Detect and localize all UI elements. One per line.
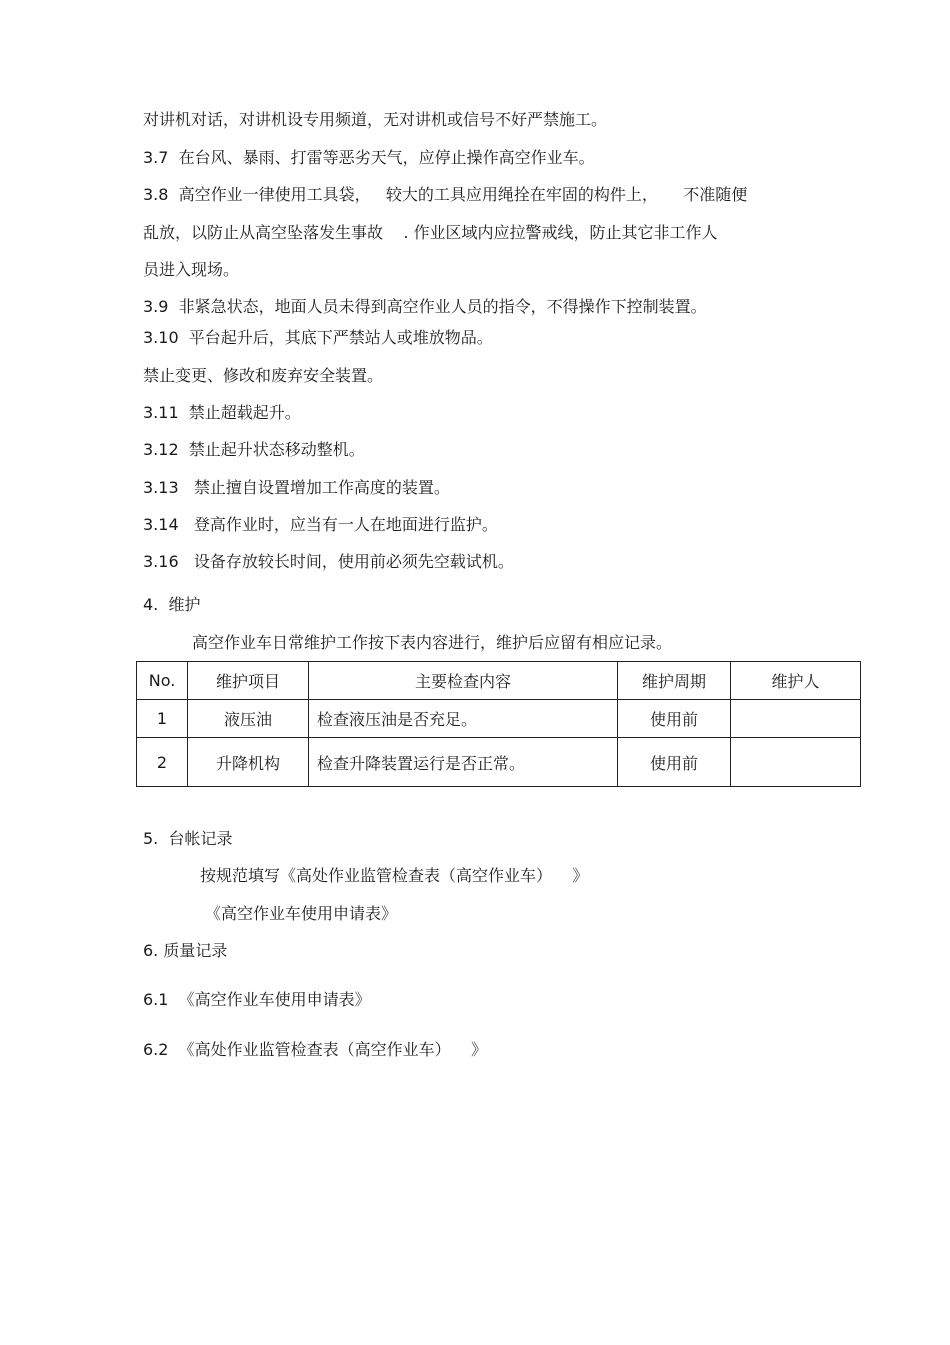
- text-line-3-10: 3.10 平台起升后，其底下严禁站人或堆放物品。: [143, 328, 493, 347]
- table-header-cell: No.: [137, 662, 188, 700]
- table-cell: 液压油: [188, 700, 309, 738]
- table-header-row: [137, 662, 861, 700]
- text-line-maintenance-intro: 高空作业车日常维护工作按下表内容进行，维护后应留有相应记录。: [192, 633, 673, 652]
- section-heading-maintenance: 4. 维护: [143, 595, 201, 614]
- text-line-intercom: 对讲机对话，对讲机设专用频道，无对讲机或信号不好严禁施工。: [143, 110, 608, 129]
- table-header-cell: 主要检查内容: [309, 662, 618, 700]
- table-cell: [731, 700, 861, 738]
- text-line-ledger-form: 按规范填写《高处作业监管检查表（高空作业车） 》: [200, 866, 589, 885]
- table-cell: 升降机构: [188, 738, 309, 787]
- table-header-cell: 维护项目: [188, 662, 309, 700]
- text-line-3-8-cont: 乱放，以防止从高空坠落发生事故 . 作业区域内应拉警戒线，防止其它非工作人: [143, 223, 718, 242]
- text-line-3-11: 3.11 禁止超载起升。: [143, 403, 301, 422]
- section-heading-quality-records: 6. 质量记录: [143, 941, 228, 960]
- table-cell: 使用前: [618, 700, 731, 738]
- table-row: [137, 738, 861, 787]
- table-cell: 1: [137, 700, 188, 738]
- text-line-6-1: 6.1 《高空作业车使用申请表》: [143, 990, 371, 1009]
- table-row: [137, 700, 861, 738]
- text-line-6-2: 6.2 《高处作业监管检查表（高空作业车） 》: [143, 1040, 487, 1059]
- table-header-cell: 维护人: [731, 662, 861, 700]
- table-cell: [731, 738, 861, 787]
- table-cell: 使用前: [618, 738, 731, 787]
- text-line-3-13: 3.13 禁止擅自设置增加工作高度的装置。: [143, 478, 450, 497]
- text-line-3-16: 3.16 设备存放较长时间，使用前必须先空载试机。: [143, 552, 514, 571]
- table-cell: 检查升降装置运行是否正常。: [309, 738, 618, 787]
- table-cell: 检查液压油是否充足。: [309, 700, 618, 738]
- text-line-3-7: 3.7 在台风、暴雨、打雷等恶劣天气，应停止操作高空作业车。: [143, 148, 595, 167]
- text-line-safety-device: 禁止变更、修改和废弃安全装置。: [143, 366, 384, 385]
- text-line-3-14: 3.14 登高作业时，应当有一人在地面进行监护。: [143, 515, 498, 534]
- text-line-application-form: 《高空作业车使用申请表》: [205, 904, 398, 923]
- text-line-3-8: 3.8 高空作业一律使用工具袋， 较大的工具应用绳拴在牢固的构件上， 不准随便: [143, 185, 748, 204]
- table-header-cell: 维护周期: [618, 662, 731, 700]
- text-line-3-12: 3.12 禁止起升状态移动整机。: [143, 440, 365, 459]
- text-line-3-8-end: 员进入现场。: [143, 260, 240, 279]
- table-cell: 2: [137, 738, 188, 787]
- maintenance-table: [136, 661, 861, 787]
- section-heading-ledger: 5. 台帐记录: [143, 829, 233, 848]
- text-line-3-9: 3.9 非紧急状态，地面人员未得到高空作业人员的指令，不得操作下控制装置。: [143, 297, 707, 316]
